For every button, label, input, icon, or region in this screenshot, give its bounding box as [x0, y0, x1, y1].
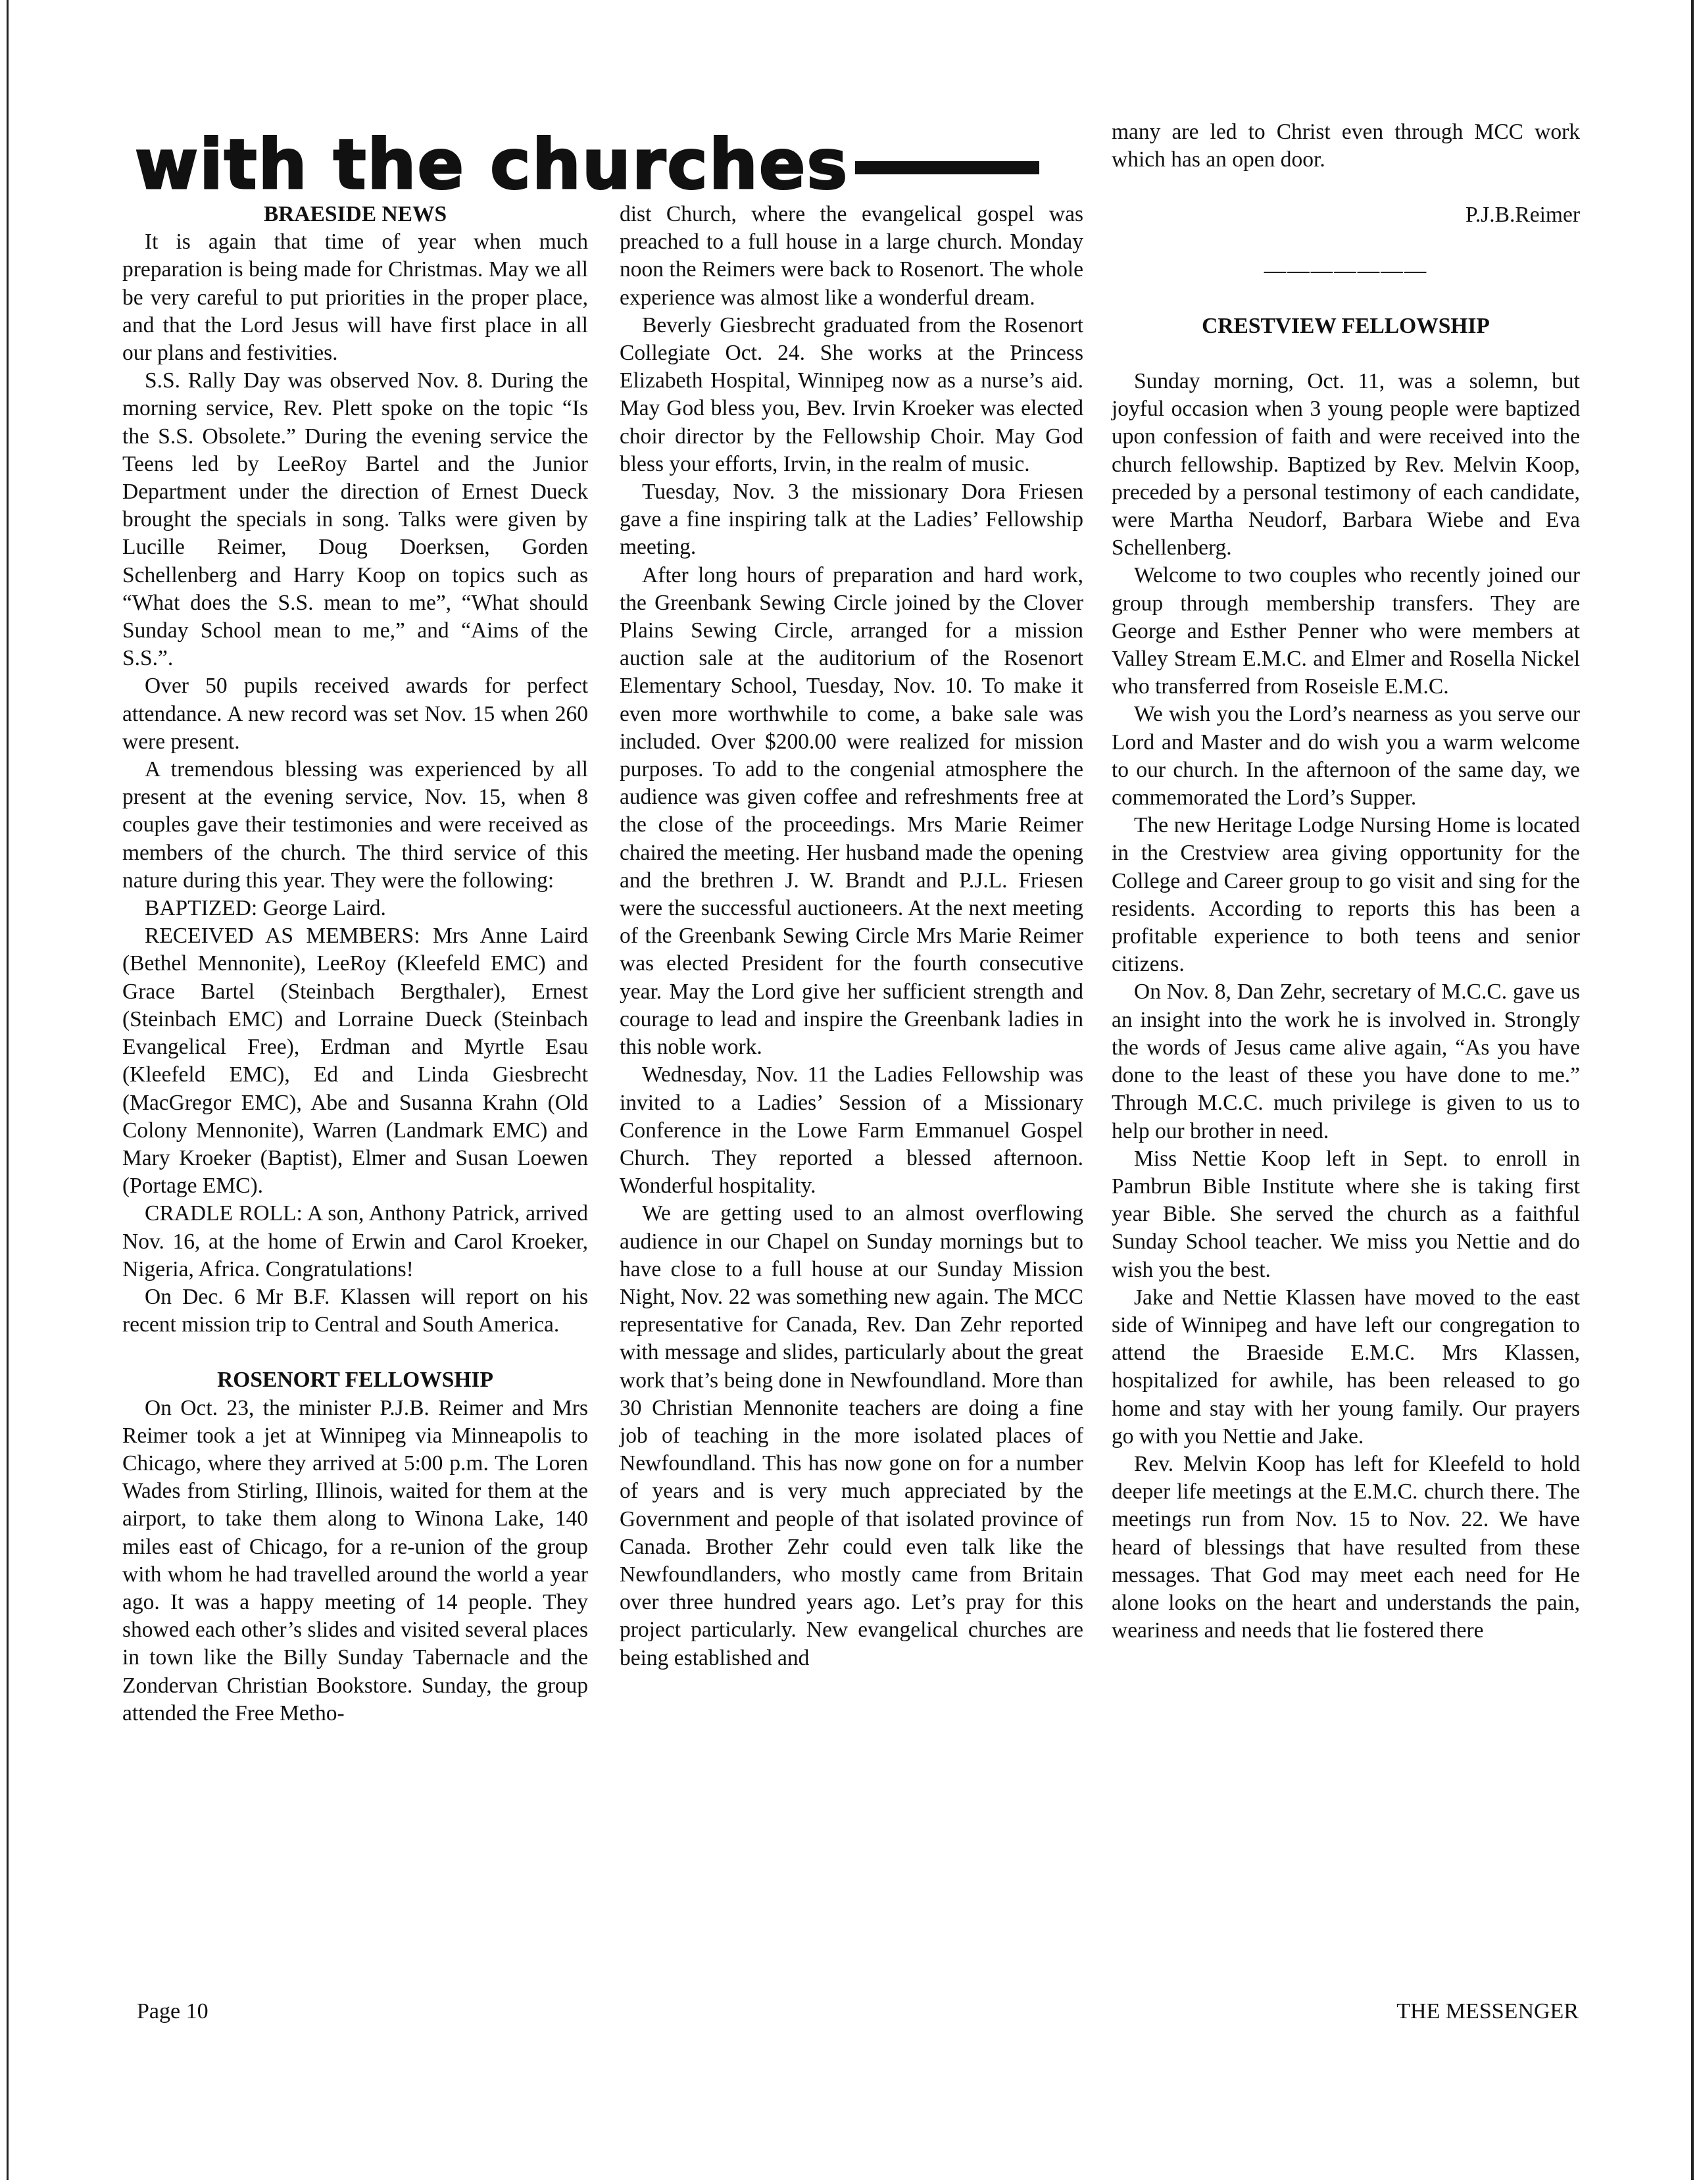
rosenort-continuation: dist Church, where the evangelical gospel was preached to a full house in a large church. Monday noon the Reimers were back to Rosenort. The whole experience was almost like a wonderful dream. — [620, 202, 1083, 310]
section-gap — [1112, 285, 1580, 312]
crestview-paragraph: The new Heritage Lodge Nursing Home is located in the Crestview area giving opportunity for the College and Career group to go visit and sing for the residents. According to reports this has been a profitable experience to both teens and senior citizens. — [1112, 813, 1580, 977]
rosenort-paragraph: Beverly Giesbrecht graduated from the Rosenort Collegiate Oct. 24. She works at the Princess Elizabeth Hospital, Winnipeg now as a nurse’s aid. May God bless you, Bev. Irvin Kroeker was elected choir director by the Fellowship Choir. May God bless your efforts, Irvin, in the realm of music. — [620, 312, 1083, 476]
column-1 — [122, 201, 588, 1727]
braeside-heading: BRAESIDE NEWS — [263, 202, 447, 226]
crestview-heading: CRESTVIEW FELLOWSHIP — [1202, 313, 1490, 338]
braeside-paragraph: RECEIVED AS MEMBERS: Mrs Anne Laird (Bethel Mennonite), LeeRoy (Kleefeld EMC) and Grace Bartel (Steinbach Bergthaler), Ernest (Steinbach EMC) and Lorraine Dueck (Steinbach Evangelical Free), Erdman and Myrtle Esau (Kleefeld EMC), Ed and Linda Giesbrecht (MacGregor EMC), Abe and Susanna Krahn (Old Colony Mennonite), Warren (Landmark EMC) and Mary Kroeker (Baptist), Elmer and Susan Loewen (Portage EMC). — [122, 924, 588, 1199]
crestview-paragraph: We wish you the Lord’s nearness as you serve our Lord and Master and do wish you a warm welcome to our church. In the afternoon of the same day, we commemorated the Lord’s Supper. — [1112, 702, 1580, 810]
braeside-paragraph: CRADLE ROLL: A son, Anthony Patrick, arrived Nov. 16, at the home of Erwin and Carol Kroeker, Nigeria, Africa. Congratulations! — [122, 1201, 588, 1281]
publication-name: THE MESSENGER — [1396, 1999, 1579, 2023]
rosenort-paragraph: After long hours of preparation and hard work, the Greenbank Sewing Circle joined by the Clover Plains Sewing Circle, arranged for a mission auction sale at the auditorium of the Rosenort Elementary School, Tuesday, Nov. 10. To make it even more worthwhile to come, a bake sale was included. Over $200.00 were realized for mission purposes. To add to the congenial atmosphere the audience was given coffee and refreshments free at the close of the proceedings. Mrs Marie Reimer chaired the meeting. Her husband made the opening and the brethren J. W. Brandt and P.J.L. Friesen were the successful auctioneers. At the next meeting of the Greenbank Sewing Circle Mrs Marie Reimer was elected President for the fourth consecutive year. May the Lord give her sufficient strength and courage to lead and inspire the Greenbank ladies in this noble work. — [620, 562, 1083, 1060]
braeside-paragraph: BAPTIZED: George Laird. — [145, 896, 386, 921]
braeside-paragraph: A tremendous blessing was experienced by all present at the evening service, Nov. 15, when 8 couples gave their testimonies and were received as members of the church. The third service of this nature during this year. They were the following: — [122, 757, 588, 893]
crestview-paragraph: On Nov. 8, Dan Zehr, secretary of M.C.C. gave us an insight into the work he is involved in. Strongly the words of Jesus came alive again, “As you have done to the least of these you have done to me.” Through M.C.C. much privilege is given to us to help our brother in need. — [1112, 980, 1580, 1143]
crestview-paragraph: Welcome to two couples who recently joined our group through membership transfers. They are George and Esther Penner who were members at Valley Stream E.M.C. and Elmer and Rosella Nickel who transferred from Roseisle E.M.C. — [1112, 563, 1580, 699]
rosenort-paragraph: Wednesday, Nov. 11 the Ladies Fellowship was invited to a Ladies’ Session of a Missionary Conference in the Lowe Farm Emmanuel Gospel Church. They reported a blessed afternoon. Wonderful hospitality. — [620, 1062, 1083, 1199]
section-gap — [122, 1339, 588, 1366]
masthead — [135, 124, 1039, 205]
braeside-paragraph: It is again that time of year when much preparation is being made for Christmas. May we all be very careful to put priorities in the proper place, and that the Lord Jesus will have first place in all our plans and festivities. — [122, 230, 588, 366]
rosenort-heading: ROSENORT FELLOWSHIP — [217, 1368, 493, 1393]
masthead-title: with the churches — [135, 124, 849, 205]
section-gap — [1112, 340, 1580, 368]
rosenort-continuation: many are led to Christ even through MCC work which has an open door. — [1112, 120, 1580, 172]
column-3 — [1112, 118, 1580, 1645]
crestview-paragraph: Miss Nettie Koop left in Sept. to enroll in Pambrun Bible Institute where she is taking first year Bible. She served the church as a faithful Sunday School teacher. We miss you Nettie and do wish you the best. — [1112, 1146, 1580, 1282]
rosenort-paragraph: Tuesday, Nov. 3 the missionary Dora Friesen gave a fine inspiring talk at the Ladies’ Fellowship meeting. — [620, 480, 1083, 560]
braeside-paragraph: S.S. Rally Day was observed Nov. 8. During the morning service, Rev. Plett spoke on the topic “Is the S.S. Obsolete.” During the evening service the Teens led by LeeRoy Bartel and the Junior Department under the direction of Ernest Dueck brought the specials in song. Talks were given by Lucille Reimer, Doug Doerksen, Gorden Schellenberg and Harry Koop on topics such as “What does the S.S. mean to me”, “What should Sunday School mean to me,” and “Aims of the S.S.”. — [122, 368, 588, 671]
crestview-paragraph: Sunday morning, Oct. 11, was a solemn, but joyful occasion when 3 young people were baptized upon confession of faith and were received into the church fellowship. Baptized by Rev. Melvin Koop, preceded by a personal testimony of each candidate, were Martha Neudorf, Barbara Wiebe and Eva Schellenberg. — [1112, 369, 1580, 560]
rosenort-paragraph: We are getting used to an almost overflowing audience in our Chapel on Sunday mornings but to have close to a full house at our Sunday Mission Night, Nov. 22 was something new again. The MCC representative for Canada, Rev. Dan Zehr reported with message and slides, particularly about the great work that’s being done in Newfoundland. More than 30 Christian Mennonite teachers are doing a fine job of teaching in the more isolated places of Newfoundland. This has now gone on for a number of years and is very much appreciated by the Government and people of that isolated province of Canada. Brother Zehr could even talk like the Newfoundlanders, who mostly came from Britain over three hundred years ago. Let’s pray for this project particularly. New evangelical churches are being established and — [620, 1201, 1083, 1670]
crestview-paragraph: Rev. Melvin Koop has left for Kleefeld to hold deeper life meetings at the E.M.C. church there. The meetings run from Nov. 15 to Nov. 22. We have heard of blessings that have resulted from these messages. That God may meet each need for He alone looks on the heart and understands the pain, weariness and needs that lie fostered there — [1112, 1451, 1580, 1643]
signature: P.J.B.Reimer — [1465, 203, 1580, 228]
braeside-paragraph: Over 50 pupils received awards for perfect attendance. A new record was set Nov. 15 when 260 were present. — [122, 674, 588, 754]
section-divider: ——————— — [1264, 258, 1428, 283]
column-2 — [620, 201, 1083, 1672]
page-number: Page 10 — [137, 1999, 209, 2023]
masthead-rule — [855, 161, 1039, 174]
braeside-paragraph: On Dec. 6 Mr B.F. Klassen will report on his recent mission trip to Central and South America. — [122, 1284, 588, 1337]
rosenort-paragraph: On Oct. 23, the minister P.J.B. Reimer and Mrs Reimer took a jet at Winnipeg via Minneapolis to Chicago, where they arrived at 5:00 p.m. The Loren Wades from Stirling, Illinois, waited for them at the airport, to take them along to Winona Lake, 140 miles east of Chicago, for a re-union of the group with whom he had travelled around the world a year ago. It was a happy meeting of 14 people. They showed each other’s slides and visited several places in town like the Billy Sunday Tabernacle and the Zondervan Christian Bookstore. Sunday, the group attended the Free Metho- — [122, 1395, 588, 1725]
crestview-paragraph: Jake and Nettie Klassen have moved to the east side of Winnipeg and have left our congregation to attend the Braeside E.M.C. Mrs Klassen, hospitalized for awhile, has been released to go home and stay with her young family. Our prayers go with you Nettie and Jake. — [1112, 1285, 1580, 1449]
